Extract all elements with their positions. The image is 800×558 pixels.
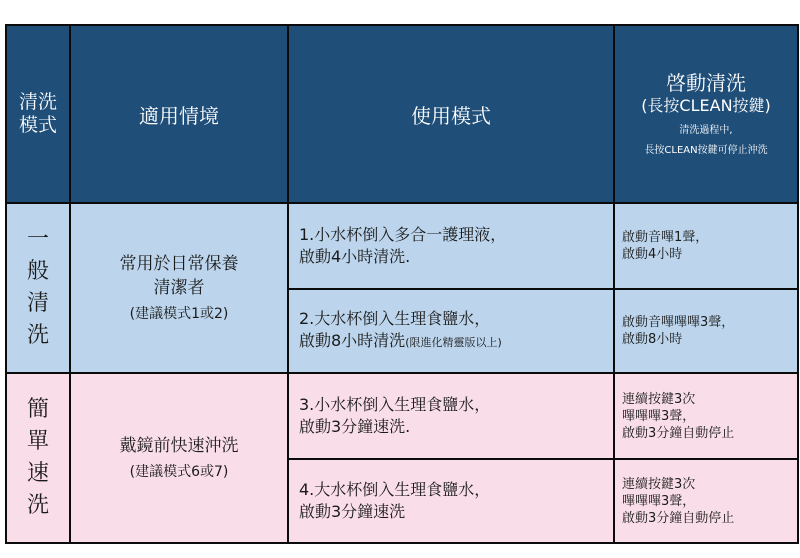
scenario-line1: 常用於日常保養: [119, 253, 239, 274]
start-line1: 啟動音嗶1聲，: [622, 230, 709, 245]
usage-cell-3: [288, 373, 614, 459]
start-line2: 啟動4小時: [622, 247, 683, 262]
header-mode-line2: 模式: [18, 114, 57, 136]
start-line3: 啟動3分鐘自動停止: [622, 425, 735, 441]
scenario-cell-general: [70, 203, 288, 373]
scenario-line2: 清潔者: [153, 277, 205, 298]
usage-line2: 啟動3分鐘速洗: [299, 502, 406, 521]
header-start-title: 啓動清洗: [666, 71, 746, 95]
usage-line1: 3.小水杯倒入生理食鹽水，: [299, 395, 491, 414]
scenario-cell-quick: [70, 373, 288, 543]
usage-line2: 啟動8小時清洗: [299, 331, 406, 350]
cleaning-mode-table: [5, 24, 799, 544]
mode-char: 洗: [26, 323, 49, 348]
usage-line1: 2.大水杯倒入生理食鹽水，: [299, 309, 491, 328]
start-line1: 連續按鍵3次: [622, 476, 696, 492]
start-line2: 啟動8小時: [622, 332, 683, 347]
mode-cell-quick: [6, 373, 70, 543]
mode-char: 一: [26, 227, 49, 252]
usage-cell-2: [288, 289, 614, 373]
header-mode-line1: 清洗: [18, 91, 57, 113]
usage-line2-wrap: [299, 330, 613, 354]
usage-line1: 1.小水杯倒入多合一護理液，: [299, 225, 507, 244]
mode-char: 速: [26, 461, 49, 486]
usage-line1: 4.大水杯倒入生理食鹽水，: [299, 480, 491, 499]
table-row: [6, 373, 798, 459]
start-line1: 連續按鍵3次: [622, 391, 696, 407]
scenario-line1: 戴鏡前快速沖洗: [119, 435, 239, 456]
usage-note: (限進化精靈版以上): [405, 336, 502, 349]
header-start-subtitle: (長按CLEAN按鍵): [641, 96, 771, 115]
start-cell-1: [614, 203, 798, 289]
mode-char: 洗: [26, 493, 49, 518]
mode-char: 清: [26, 291, 49, 316]
start-cell-2: [614, 289, 798, 373]
start-cell-4: [614, 459, 798, 543]
header-start-note2: 長按CLEAN按鍵可停止沖洗: [644, 145, 768, 156]
scenario-recommendation: (建議模式6或7): [129, 463, 229, 480]
mode-char: 單: [26, 429, 49, 454]
header-start-note1: 清洗過程中,: [679, 125, 733, 136]
start-line1: 啟動音嗶嗶嗶3聲，: [622, 315, 735, 330]
header-cleaning-mode: [6, 25, 70, 203]
header-usage: 使用模式: [288, 25, 614, 203]
header-start-cleaning: [614, 25, 798, 203]
scenario-recommendation: (建議模式1或2): [129, 305, 229, 322]
start-cell-3: [614, 373, 798, 459]
mode-char: 般: [26, 259, 49, 284]
usage-line2: 啟動4小時清洗.: [299, 247, 411, 266]
mode-char: 簡: [26, 397, 49, 422]
usage-cell-1: [288, 203, 614, 289]
usage-line2: 啟動3分鐘速洗.: [299, 417, 411, 436]
start-line2: 嗶嗶嗶3聲，: [622, 408, 696, 424]
table-header-row: [6, 25, 798, 203]
start-line3: 啟動3分鐘自動停止: [622, 510, 735, 526]
mode-cell-general: [6, 203, 70, 373]
table-row: [6, 203, 798, 289]
usage-cell-4: [288, 459, 614, 543]
header-scenario: 適用情境: [70, 25, 288, 203]
start-line2: 嗶嗶嗶3聲，: [622, 493, 696, 509]
